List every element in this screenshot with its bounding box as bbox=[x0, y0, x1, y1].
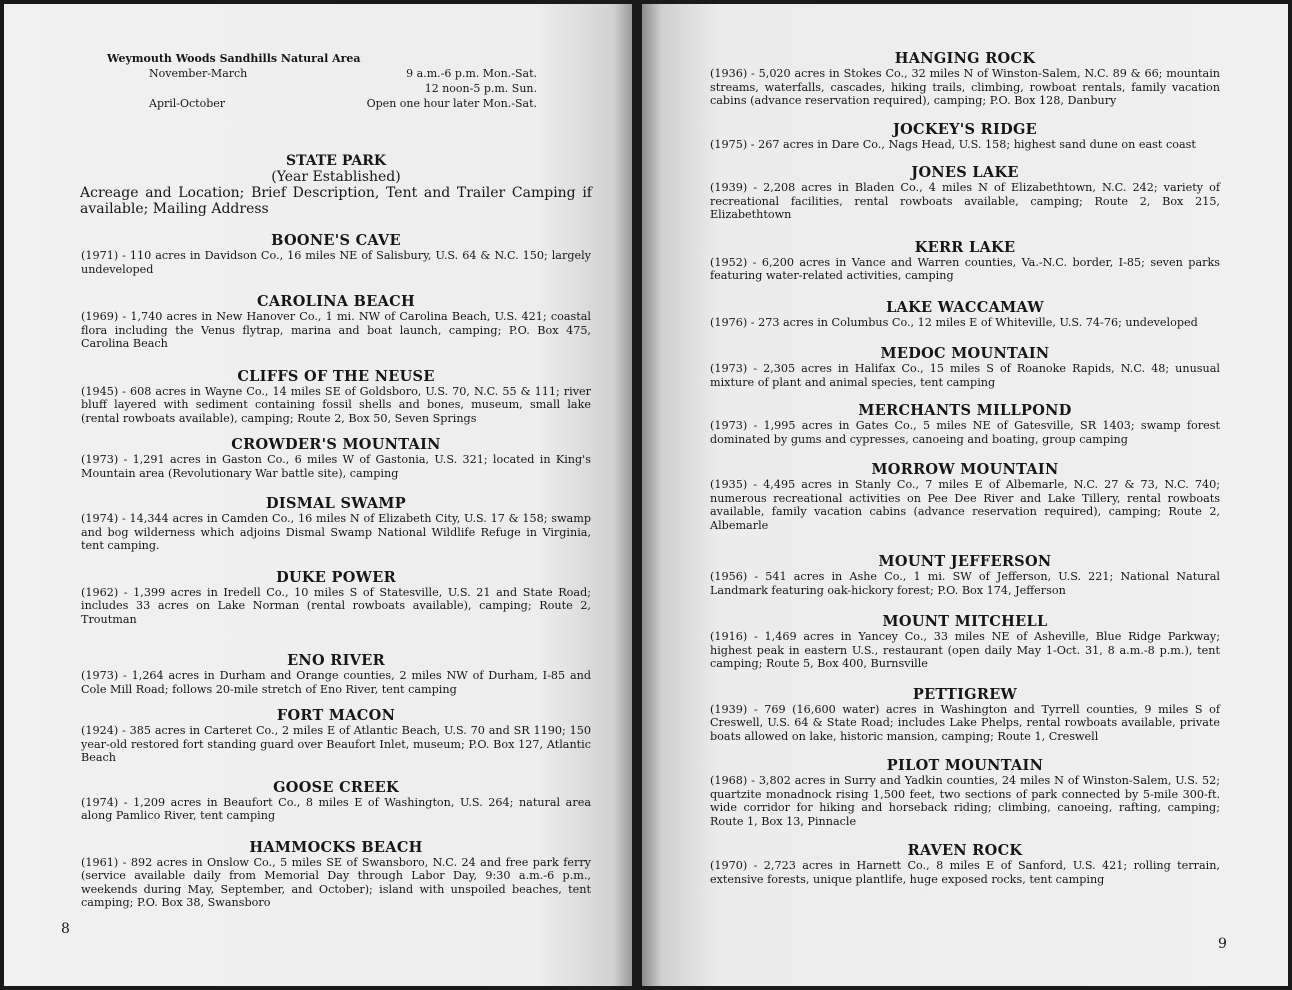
park-entry bbox=[710, 299, 1220, 330]
park-description: (1973) - 2,305 acres in Halifax Co., 15 miles S of Roanoke Rapids, N.C. 48; unusual mixture of plant and animal species, tent camping bbox=[710, 362, 1220, 389]
park-name: JOCKEY'S RIDGE bbox=[892, 120, 1038, 138]
park-name: ENO RIVER bbox=[287, 652, 385, 669]
park-description: (1945) - 608 acres in Wayne Co., 14 miles SE of Goldsboro, U.S. 70, N.C. 55 & 111; river bluff layered with sediment containing fossil shells and bones, museum, small lake (rental rowboats available), camping; Route 2, Box 50, Seven Springs bbox=[81, 384, 591, 425]
park-entry bbox=[81, 232, 591, 276]
park-description: (1968) - 3,802 acres in Surry and Yadkin counties, 24 miles N of Winston-Salem, U.S. 52; quartzite monadnock rising 1,500 feet, two sections of park connected by 5-mile 300-ft. wide corridor for hiking and horseback riding; climbing, canoeing, rafting, camping; Route 1, Box 13, Pinnacle bbox=[710, 774, 1220, 828]
hours-season: November-March bbox=[149, 67, 248, 80]
hours-time: 12 noon-5 p.m. Sun. bbox=[424, 82, 537, 95]
park-name: FORT MACON bbox=[276, 707, 396, 724]
hours-block bbox=[107, 51, 537, 111]
park-name: KERR LAKE bbox=[914, 238, 1016, 256]
legend-subheading: (Year Established) bbox=[271, 169, 401, 185]
park-description: (1973) - 1,264 acres in Durham and Orange counties, 2 miles NW of Durham, I-85 and Cole Mill Road; follows 20-mile stretch of Eno River, tent camping bbox=[81, 669, 591, 696]
park-name: MOUNT JEFFERSON bbox=[878, 553, 1052, 570]
park-entry bbox=[81, 839, 591, 910]
park-name: CAROLINA BEACH bbox=[256, 293, 415, 310]
hours-time: Open one hour later Mon.-Sat. bbox=[366, 97, 537, 110]
park-description: (1936) - 5,020 acres in Stokes Co., 32 miles N of Winston-Salem, N.C. 89 & 66; mountain streams, waterfalls, cascades, hiking trails, climbing, rowboat rentals, family vacation cabins (advance reservation required), camping; P.O. Box 128, Danbury bbox=[710, 67, 1220, 107]
park-description: (1956) - 541 acres in Ashe Co., 1 mi. SW of Jefferson, U.S. 221; National Natural Landmark featuring oak-hickory forest; P.O. Box 174, Jefferson bbox=[710, 570, 1220, 597]
right-park-list bbox=[710, 50, 1220, 886]
park-entry bbox=[710, 239, 1220, 283]
hours-row bbox=[107, 66, 537, 81]
park-name: DISMAL SWAMP bbox=[265, 495, 406, 512]
park-name: GOOSE CREEK bbox=[273, 778, 399, 796]
park-description: (1970) - 2,723 acres in Harnett Co., 8 miles E of Sanford, U.S. 421; rolling terrain, extensive forests, unique plantlife, huge exposed rocks, tent camping bbox=[710, 859, 1220, 886]
book-gutter bbox=[632, 0, 642, 990]
park-entry bbox=[81, 569, 591, 627]
park-entry bbox=[710, 461, 1220, 532]
park-description: (1935) - 4,495 acres in Stanly Co., 7 miles E of Albemarle, N.C. 27 & 73, N.C. 740; numerous recreational activities on Pee Dee River and Lake Tillery, rental rowboats available, family vacation cabins (advance reservation required), camping; Route 2, Albemarle bbox=[710, 478, 1220, 532]
park-entry bbox=[710, 553, 1220, 597]
park-name: DUKE POWER bbox=[276, 568, 396, 586]
hours-season: April-October bbox=[149, 97, 226, 110]
park-name: CLIFFS OF THE NEUSE bbox=[237, 367, 435, 385]
park-name: MEDOC MOUNTAIN bbox=[880, 345, 1050, 362]
park-description: (1924) - 385 acres in Carteret Co., 2 miles E of Atlantic Beach, U.S. 70 and SR 1190; 150 year-old restored fort standing guard over Beaufort Inlet, museum; P.O. Box 127, Atlantic Beach bbox=[81, 724, 591, 764]
park-name: MERCHANTS MILLPOND bbox=[858, 402, 1072, 419]
park-description: (1976) - 273 acres in Columbus Co., 12 miles E of Whiteville, U.S. 74-76; undeveloped bbox=[710, 315, 1198, 329]
park-entry bbox=[81, 293, 591, 351]
park-name: BOONE'S CAVE bbox=[271, 232, 401, 249]
hours-row bbox=[107, 96, 537, 111]
park-name: CROWDER'S MOUNTAIN bbox=[231, 436, 441, 453]
park-description: (1916) - 1,469 acres in Yancey Co., 33 miles NE of Asheville, Blue Ridge Parkway; highest peak in eastern U.S., restaurant (open daily May 1-Oct. 31, 8 a.m.-8 p.m.), tent camping; Route 5, Box 400, Burnsville bbox=[710, 630, 1220, 670]
park-name: HAMMOCKS BEACH bbox=[249, 838, 423, 856]
park-entry bbox=[710, 613, 1220, 671]
park-entry bbox=[81, 368, 591, 426]
park-description: (1971) - 110 acres in Davidson Co., 16 miles NE of Salisbury, U.S. 64 & N.C. 150; largely undeveloped bbox=[81, 249, 591, 276]
park-description: (1952) - 6,200 acres in Vance and Warren counties, Va.-N.C. border, I-85; seven parks featuring water-related activities, camping bbox=[710, 255, 1220, 282]
park-description: (1969) - 1,740 acres in New Hanover Co., 1 mi. NW of Carolina Beach, U.S. 421; coastal flora including the Venus flytrap, marina and boat launch, camping; P.O. Box 475, Carolina Beach bbox=[81, 310, 591, 350]
park-description: (1961) - 892 acres in Onslow Co., 5 miles SE of Swansboro, N.C. 24 and free park ferry (service available daily from Memorial Day through Labor Day, 9:30 a.m.-6 p.m., weekends during May, September, and October); island with unspoiled beaches, tent camping; P.O. Box 38, Swansboro bbox=[81, 855, 591, 909]
park-entry bbox=[81, 707, 591, 765]
hours-row bbox=[107, 81, 537, 96]
park-entry bbox=[81, 652, 591, 696]
park-name: HANGING ROCK bbox=[894, 50, 1036, 67]
park-description: (1939) - 2,208 acres in Bladen Co., 4 miles N of Elizabethtown, N.C. 242; variety of recreational facilities, rental rowboats available, camping; Route 2, Box 215, Elizabethtown bbox=[710, 181, 1220, 221]
park-description: (1962) - 1,399 acres in Iredell Co., 10 miles S of Statesville, U.S. 21 and State Road; includes 33 acres on Lake Norman (rental rowboats available), camping; Route 2, Troutman bbox=[81, 585, 591, 626]
park-name: MORROW MOUNTAIN bbox=[871, 461, 1059, 478]
page-number-left: 8 bbox=[61, 921, 70, 937]
park-name: PETTIGREW bbox=[912, 685, 1018, 703]
hours-title: Weymouth Woods Sandhills Natural Area bbox=[107, 52, 361, 65]
park-description: (1973) - 1,995 acres in Gates Co., 5 miles NE of Gatesville, SR 1403; swamp forest dominated by gums and cypresses, canoeing and boating, group camping bbox=[710, 419, 1220, 446]
park-entry bbox=[81, 495, 591, 553]
park-entry bbox=[710, 402, 1220, 446]
park-name: JONES LAKE bbox=[911, 164, 1019, 181]
park-entry bbox=[710, 842, 1220, 886]
legend-intro bbox=[80, 153, 592, 217]
left-park-list bbox=[81, 232, 591, 910]
park-name: PILOT MOUNTAIN bbox=[886, 757, 1044, 774]
park-entry bbox=[710, 121, 1220, 152]
park-entry bbox=[710, 164, 1220, 222]
legend-heading: STATE PARK bbox=[286, 153, 386, 169]
park-description: (1974) - 14,344 acres in Camden Co., 16 miles N of Elizabeth City, U.S. 17 & 158; swamp and bog wilderness which adjoins Dismal Swamp National Wildlife Refuge in Virginia, tent camping. bbox=[81, 512, 591, 552]
park-entry bbox=[710, 686, 1220, 744]
park-description: (1974) - 1,209 acres in Beaufort Co., 8 miles E of Washington, U.S. 264; natural area along Pamlico River, tent camping bbox=[81, 795, 591, 822]
park-description: (1939) - 769 (16,600 water) acres in Washington and Tyrrell counties, 9 miles S of Creswell, U.S. 64 & State Road; includes Lake Phelps, rental rowboats available, private boats allowed on lake, historic mansion, camping; Route 1, Creswell bbox=[710, 702, 1220, 743]
park-name: MOUNT MITCHELL bbox=[882, 613, 1048, 630]
park-description: (1973) - 1,291 acres in Gaston Co., 6 miles W of Gastonia, U.S. 321; located in King's Mountain area (Revolutionary War battle site), camping bbox=[81, 453, 591, 480]
park-entry bbox=[710, 50, 1220, 108]
legend-description: Acreage and Location; Brief Description, Tent and Trailer Camping if available; Mailing Address bbox=[80, 185, 592, 217]
park-entry bbox=[81, 436, 591, 480]
park-name: LAKE WACCAMAW bbox=[886, 298, 1044, 316]
park-entry bbox=[710, 345, 1220, 389]
page-number-right: 9 bbox=[1218, 936, 1227, 952]
park-description: (1975) - 267 acres in Dare Co., Nags Head, U.S. 158; highest sand dune on east coast bbox=[710, 137, 1196, 151]
right-page bbox=[642, 4, 1288, 986]
park-name: RAVEN ROCK bbox=[907, 842, 1023, 859]
left-page bbox=[4, 4, 632, 986]
park-entry bbox=[710, 757, 1220, 828]
hours-time: 9 a.m.-6 p.m. Mon.-Sat. bbox=[406, 67, 537, 80]
park-entry bbox=[81, 779, 591, 823]
